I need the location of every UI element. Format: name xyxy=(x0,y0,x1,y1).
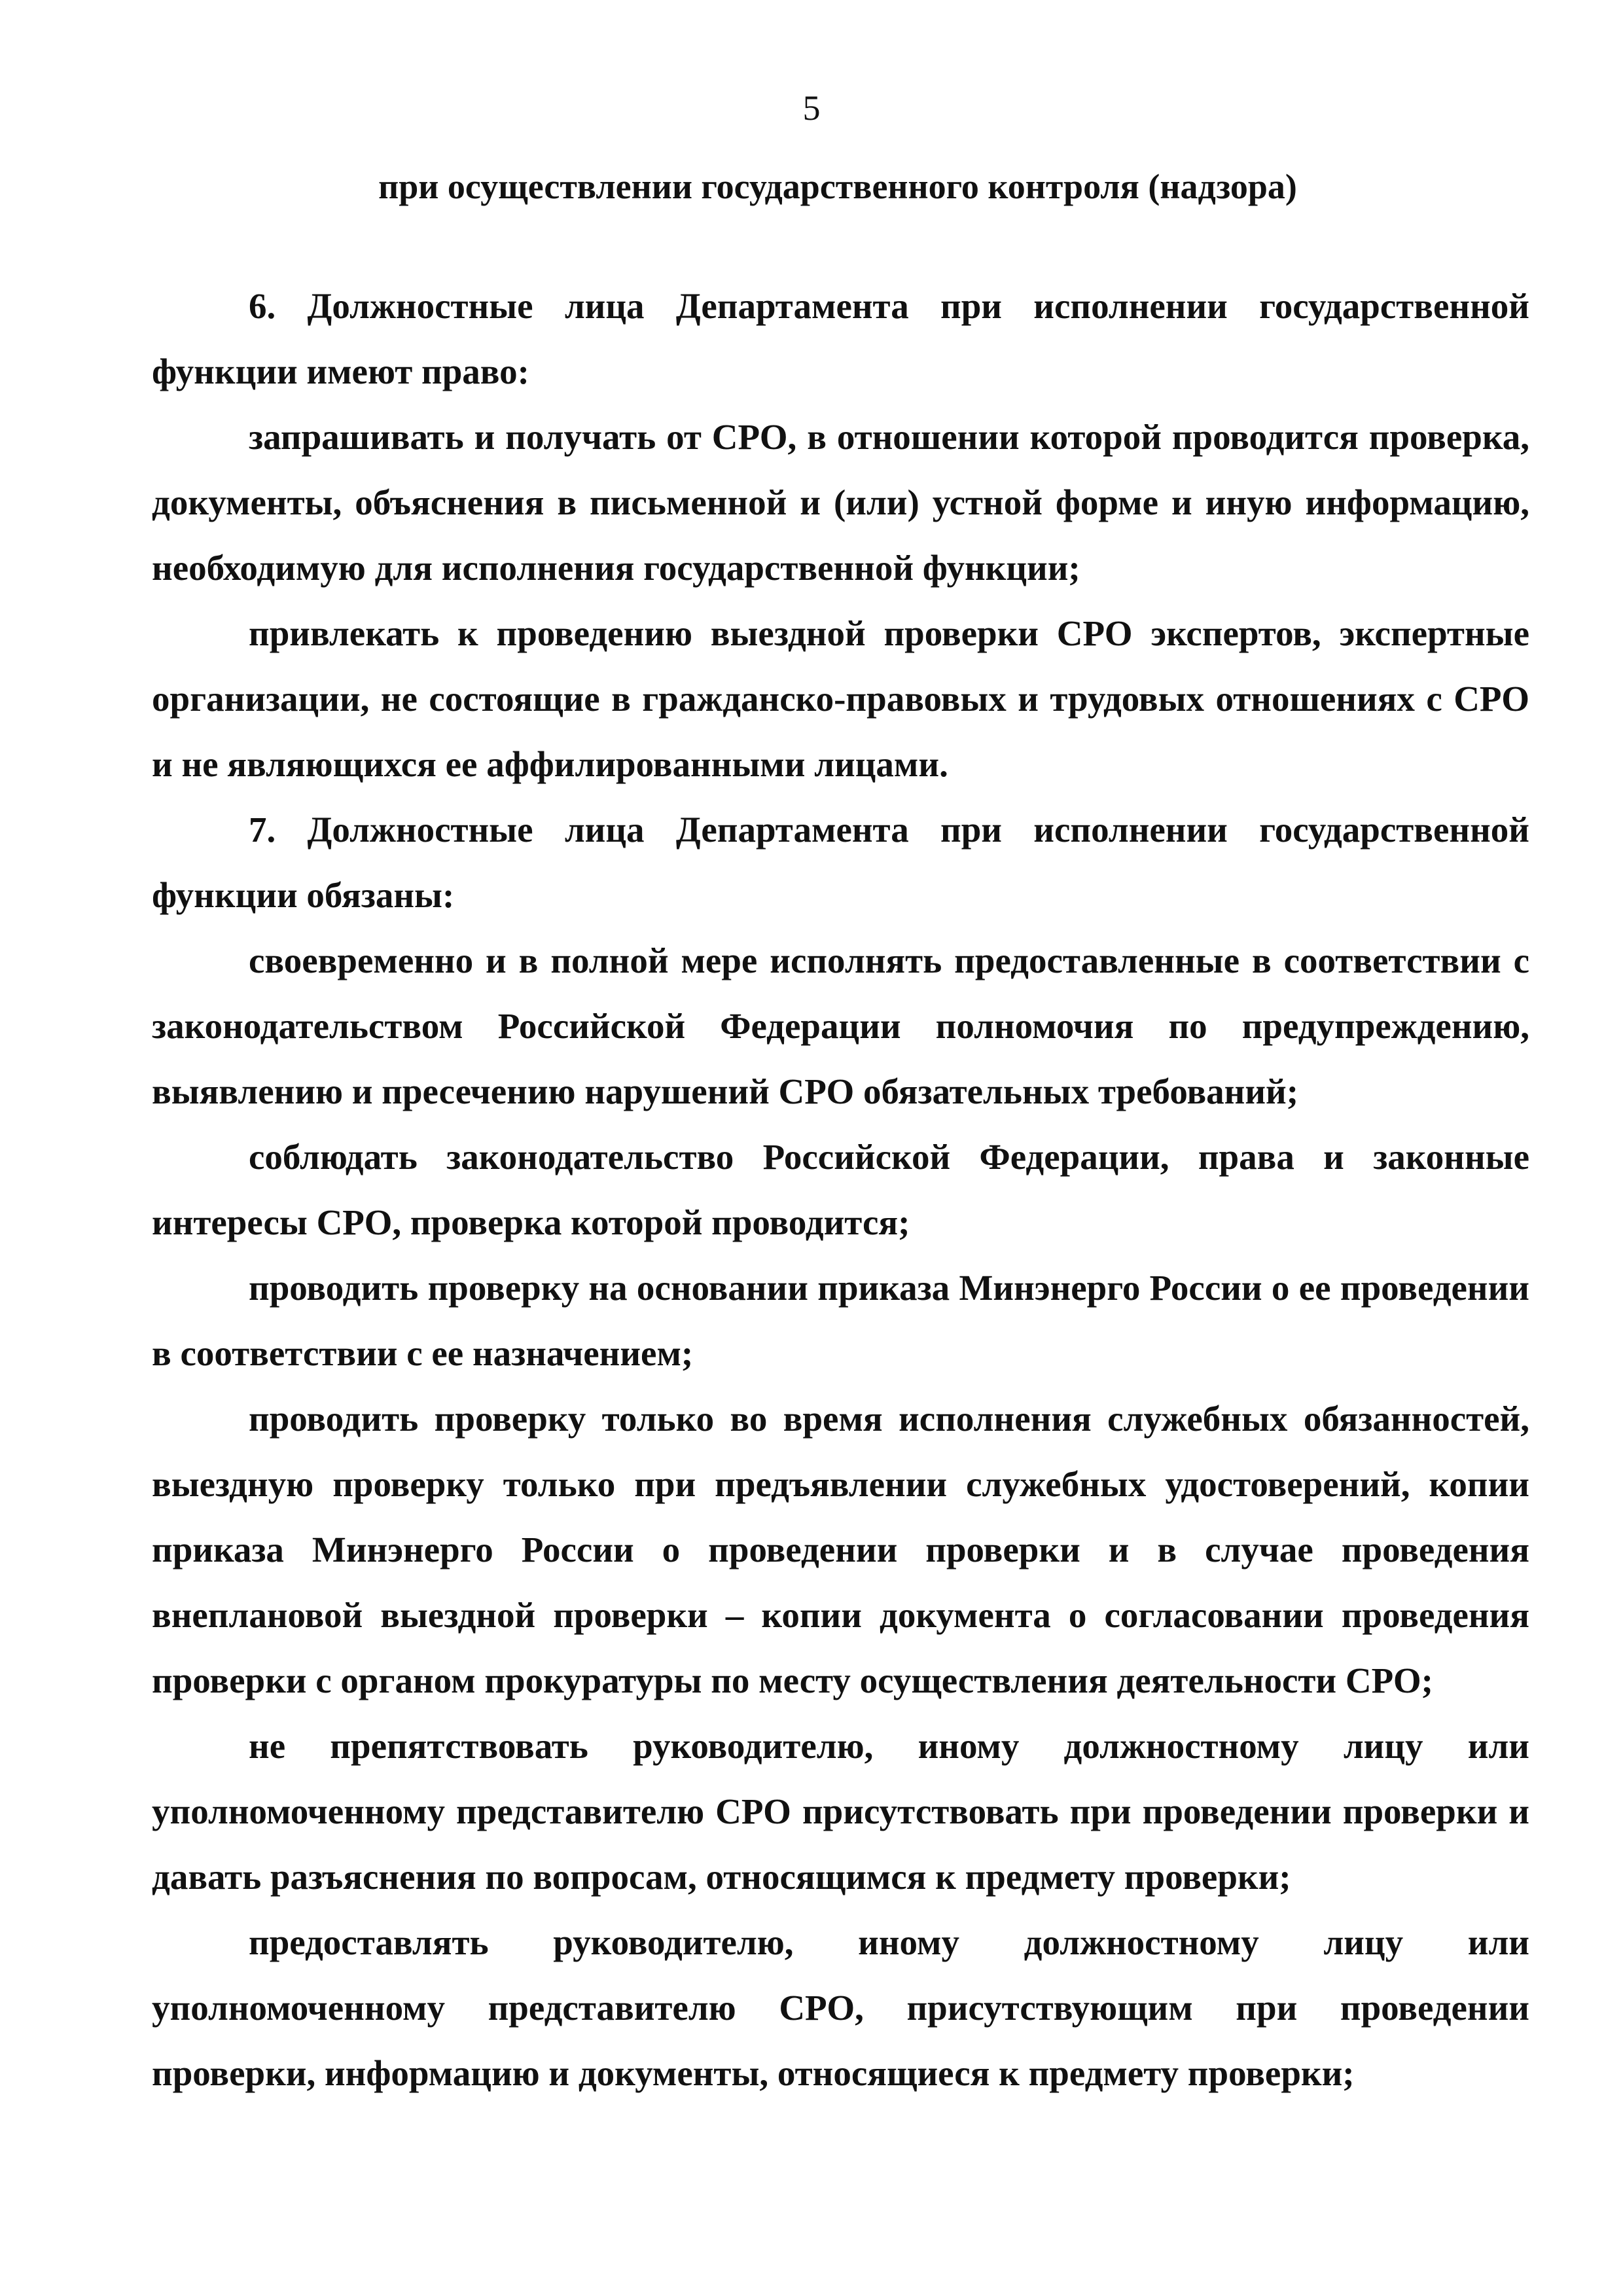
paragraph-duty-inspection-during-duties: проводить проверку только во время исполнения служебных обязанностей, выездную проверку только при предъявлении служебных удостоверений, копии приказа Минэнерго России о проведении проверки и в случае проведения внеплановой выездной проверки – копии документа о согласовании проведения проверки с органом прокуратуры по месту осуществления деятельности СРО; xyxy=(152,1399,1529,1700)
paragraph-duty-order-based-inspection: проводить проверку на основании приказа Минэнерго России о ее проведении в соответствии с ее назначением; xyxy=(152,1268,1529,1373)
body-text xyxy=(152,274,1529,2106)
paragraph-6-intro: 6. Должностные лица Департамента при исполнении государственной функции имеют право: xyxy=(152,286,1529,391)
paragraph-duty-not-obstruct: не препятствовать руководителю, иному должностному лицу или уполномоченному представителю СРО присутствовать при проведении проверки и давать разъяснения по вопросам, относящимся к предмету проверки; xyxy=(152,1726,1529,1897)
paragraph-right-request-info: запрашивать и получать от СРО, в отношении которой проводится проверка, документы, объяснения в письменной и (или) устной форме и иную информацию, необходимую для исполнения государственной функции; xyxy=(152,417,1529,588)
paragraph-7-intro: 7. Должностные лица Департамента при исполнении государственной функции обязаны: xyxy=(152,810,1529,915)
page-number: 5 xyxy=(802,88,821,128)
paragraph-duty-observe-law: соблюдать законодательство Российской Федерации, права и законные интересы СРО, проверка которой проводится; xyxy=(152,1137,1529,1242)
paragraph-right-involve-experts: привлекать к проведению выездной проверки СРО экспертов, экспертные организации, не состоящие в гражданско-правовых и трудовых отношениях с СРО и не являющихся ее аффилированными лицами. xyxy=(152,613,1529,784)
section-heading-continuation: при осуществлении государственного контроля (надзора) xyxy=(378,167,1297,206)
paragraph-duty-exercise-powers: своевременно и в полной мере исполнять предоставленные в соответствии с законодательством Российской Федерации полномочия по предупреждению, выявлению и пресечению нарушений СРО обязательных требований; xyxy=(152,941,1529,1111)
paragraph-duty-provide-info: предоставлять руководителю, иному должностному лицу или уполномоченному представителю СРО, присутствующим при проведении проверки, информацию и документы, относящиеся к предмету проверки; xyxy=(152,1922,1529,2093)
